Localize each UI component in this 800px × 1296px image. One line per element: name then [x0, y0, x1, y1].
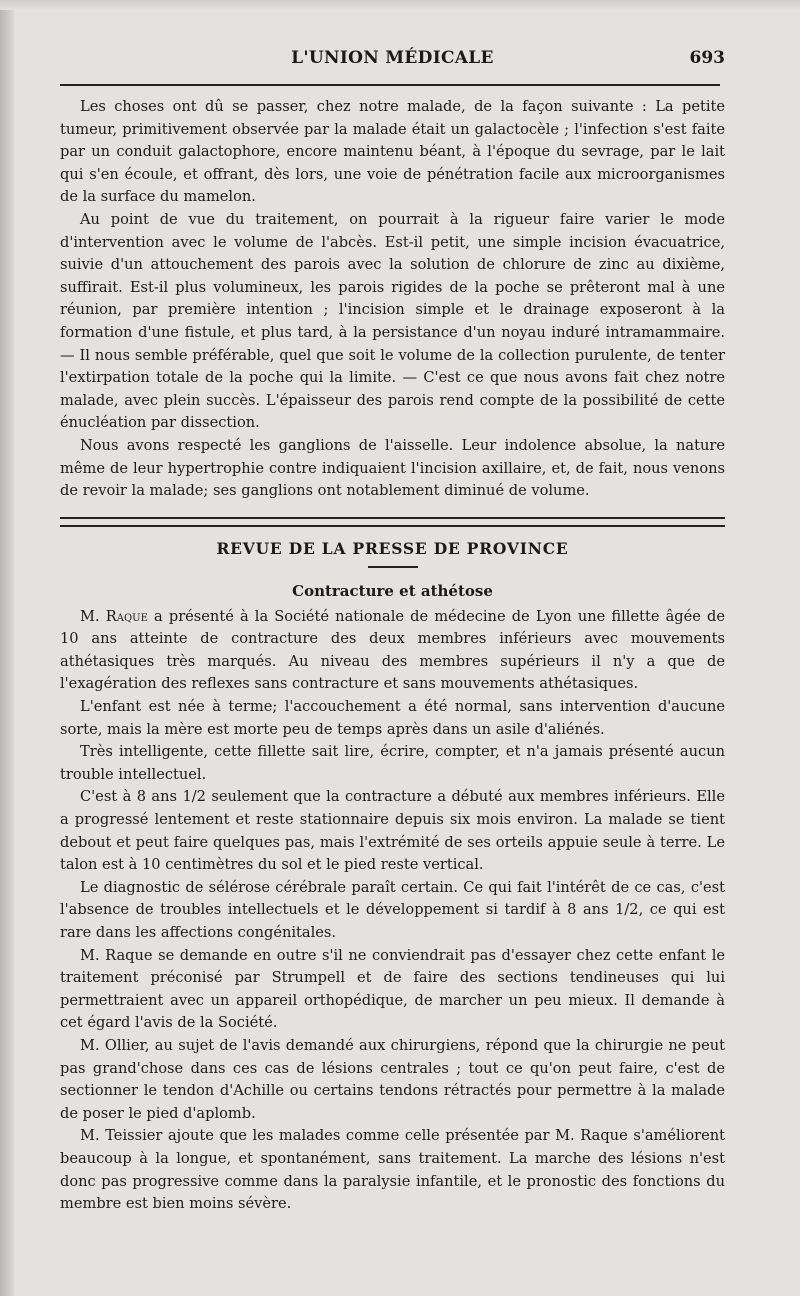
article-title: Contracture et athétose [292, 581, 493, 600]
header-rule [60, 84, 720, 86]
paragraph-lead: M. [80, 607, 100, 625]
page-shadow-top [0, 0, 800, 10]
section-title: REVUE DE LA PRESSE DE PROVINCE [216, 538, 569, 558]
paragraph: Très intelligente, cette fillette sait lire, écrire, compter, et n'a jamais présenté aucun trouble intellectuel. [60, 743, 725, 783]
paragraph-text: a présenté à la Société nationale de médecine de Lyon une fillette âgée de 10 ans atteinte de contracture des deux membres inférieurs avec mouvements athétasiques très marqués. Au niveau des membres supérieurs il n'y a que de l'exagération des reflexes sans contracture et sans mouvements athétasiques. [60, 607, 726, 693]
paragraph: M. Ollier, au sujet de l'avis demandé aux chirurgiens, répond que la chirurgie ne peut pas grand'chose dans ces cas de lésions centrales ; tout ce qu'on peut faire, c'est de sectionner le tendon d'Achille ou certains tendons rétractés pour permettre à la malade de poser le pied d'aplomb. [60, 1036, 725, 1122]
paragraph: Le diagnostic de sélérose cérébrale paraît certain. Ce qui fait l'intérêt de ce cas, c'est l'absence de troubles intellectuels et le développement si tardif à 8 ans 1/2, ce qui est rare dans les affections congénitales. [60, 878, 725, 941]
page-shadow-left [0, 0, 14, 1296]
page-content [60, 40, 725, 1216]
article-abces [60, 96, 725, 503]
paragraph: Les choses ont dû se passer, chez notre malade, de la façon suivante : La petite tumeur, primitivement observée par la malade était un galactocèle ; l'infection s'est faite par un conduit galactophore, encore maintenu béant, à l'époque du sevrage, par le lait qui s'en écoule, et offrant, dès lors, une voie de pénétration facile aux microorganismes de la surface du mamelon. [60, 98, 725, 206]
paragraph: C'est à 8 ans 1/2 seulement que la contracture a débuté aux membres inférieurs. Elle a progressé lentement et reste stationnaire depuis six mois environ. La malade se tient debout et peut faire quelques pas, mais l'extrémité de ses orteils appuie seule à terre. Le talon est à 10 centimètres du sol et le pied reste vertical. [60, 788, 725, 874]
author-name: Raque [105, 607, 148, 625]
running-head [60, 40, 725, 80]
paragraph [60, 606, 725, 696]
paragraph: L'enfant est née à terme; l'accouchement a été normal, sans intervention d'aucune sorte, mais la mère est morte peu de temps après dans un asile d'aliénés. [60, 698, 725, 738]
paragraph: Nous avons respecté les ganglions de l'aisselle. Leur indolence absolue, la nature même de leur hypertrophie contre indiquaient l'incision axillaire, et, de fait, nous venons de revoir la malade; ses ganglions ont notablement diminué de volume. [60, 436, 725, 500]
article-contracture [60, 606, 725, 1216]
section-title-rule [368, 566, 418, 568]
paragraph: M. Raque se demande en outre s'il ne conviendrait pas d'essayer chez cette enfant le traitement préconisé par Strumpell et de faire des sections tendineuses qui lui permettraient avec un appareil orthopédique, de marcher un peu mieux. Il demande à cet égard l'avis de la Société. [60, 946, 725, 1032]
paragraph: M. Teissier ajoute que les malades comme celle présentée par M. Raque s'améliorent beaucoup à la longue, et spontanément, sans traitement. La marche des lésions n'est donc pas progressive comme dans la paralysie infantile, et le pronostic des fonctions du membre est bien moins sévère. [60, 1127, 725, 1213]
page-number: 693 [689, 48, 725, 68]
paragraph: Au point de vue du traitement, on pourrait à la rigueur faire varier le mode d'intervention avec le volume de l'abcès. Est-il petit, une simple incision évacuatrice, suivie d'un attouchement des parois avec la solution de chlorure de zinc au dixième, suffirait. Est-il plus volumineux, les parois rigides de la poche se prêteront mal à une réunion, par première intention ; l'incision simple et le drainage exposeront à la formation d'une fistule, et plus tard, à la persistance d'un noyau induré intramammaire. — Il nous semble préférable, quel que soit le volume de la collection purulente, de tenter l'extirpation totale de la poche qui la limite. — C'est ce que nous avons fait chez notre malade, avec plein succès. L'épaisseur des parois rend compte de la possibilité de cette énucléation par dissection. [60, 210, 725, 432]
journal-title: L'UNION MÉDICALE [291, 48, 494, 68]
section-separator [60, 517, 725, 527]
